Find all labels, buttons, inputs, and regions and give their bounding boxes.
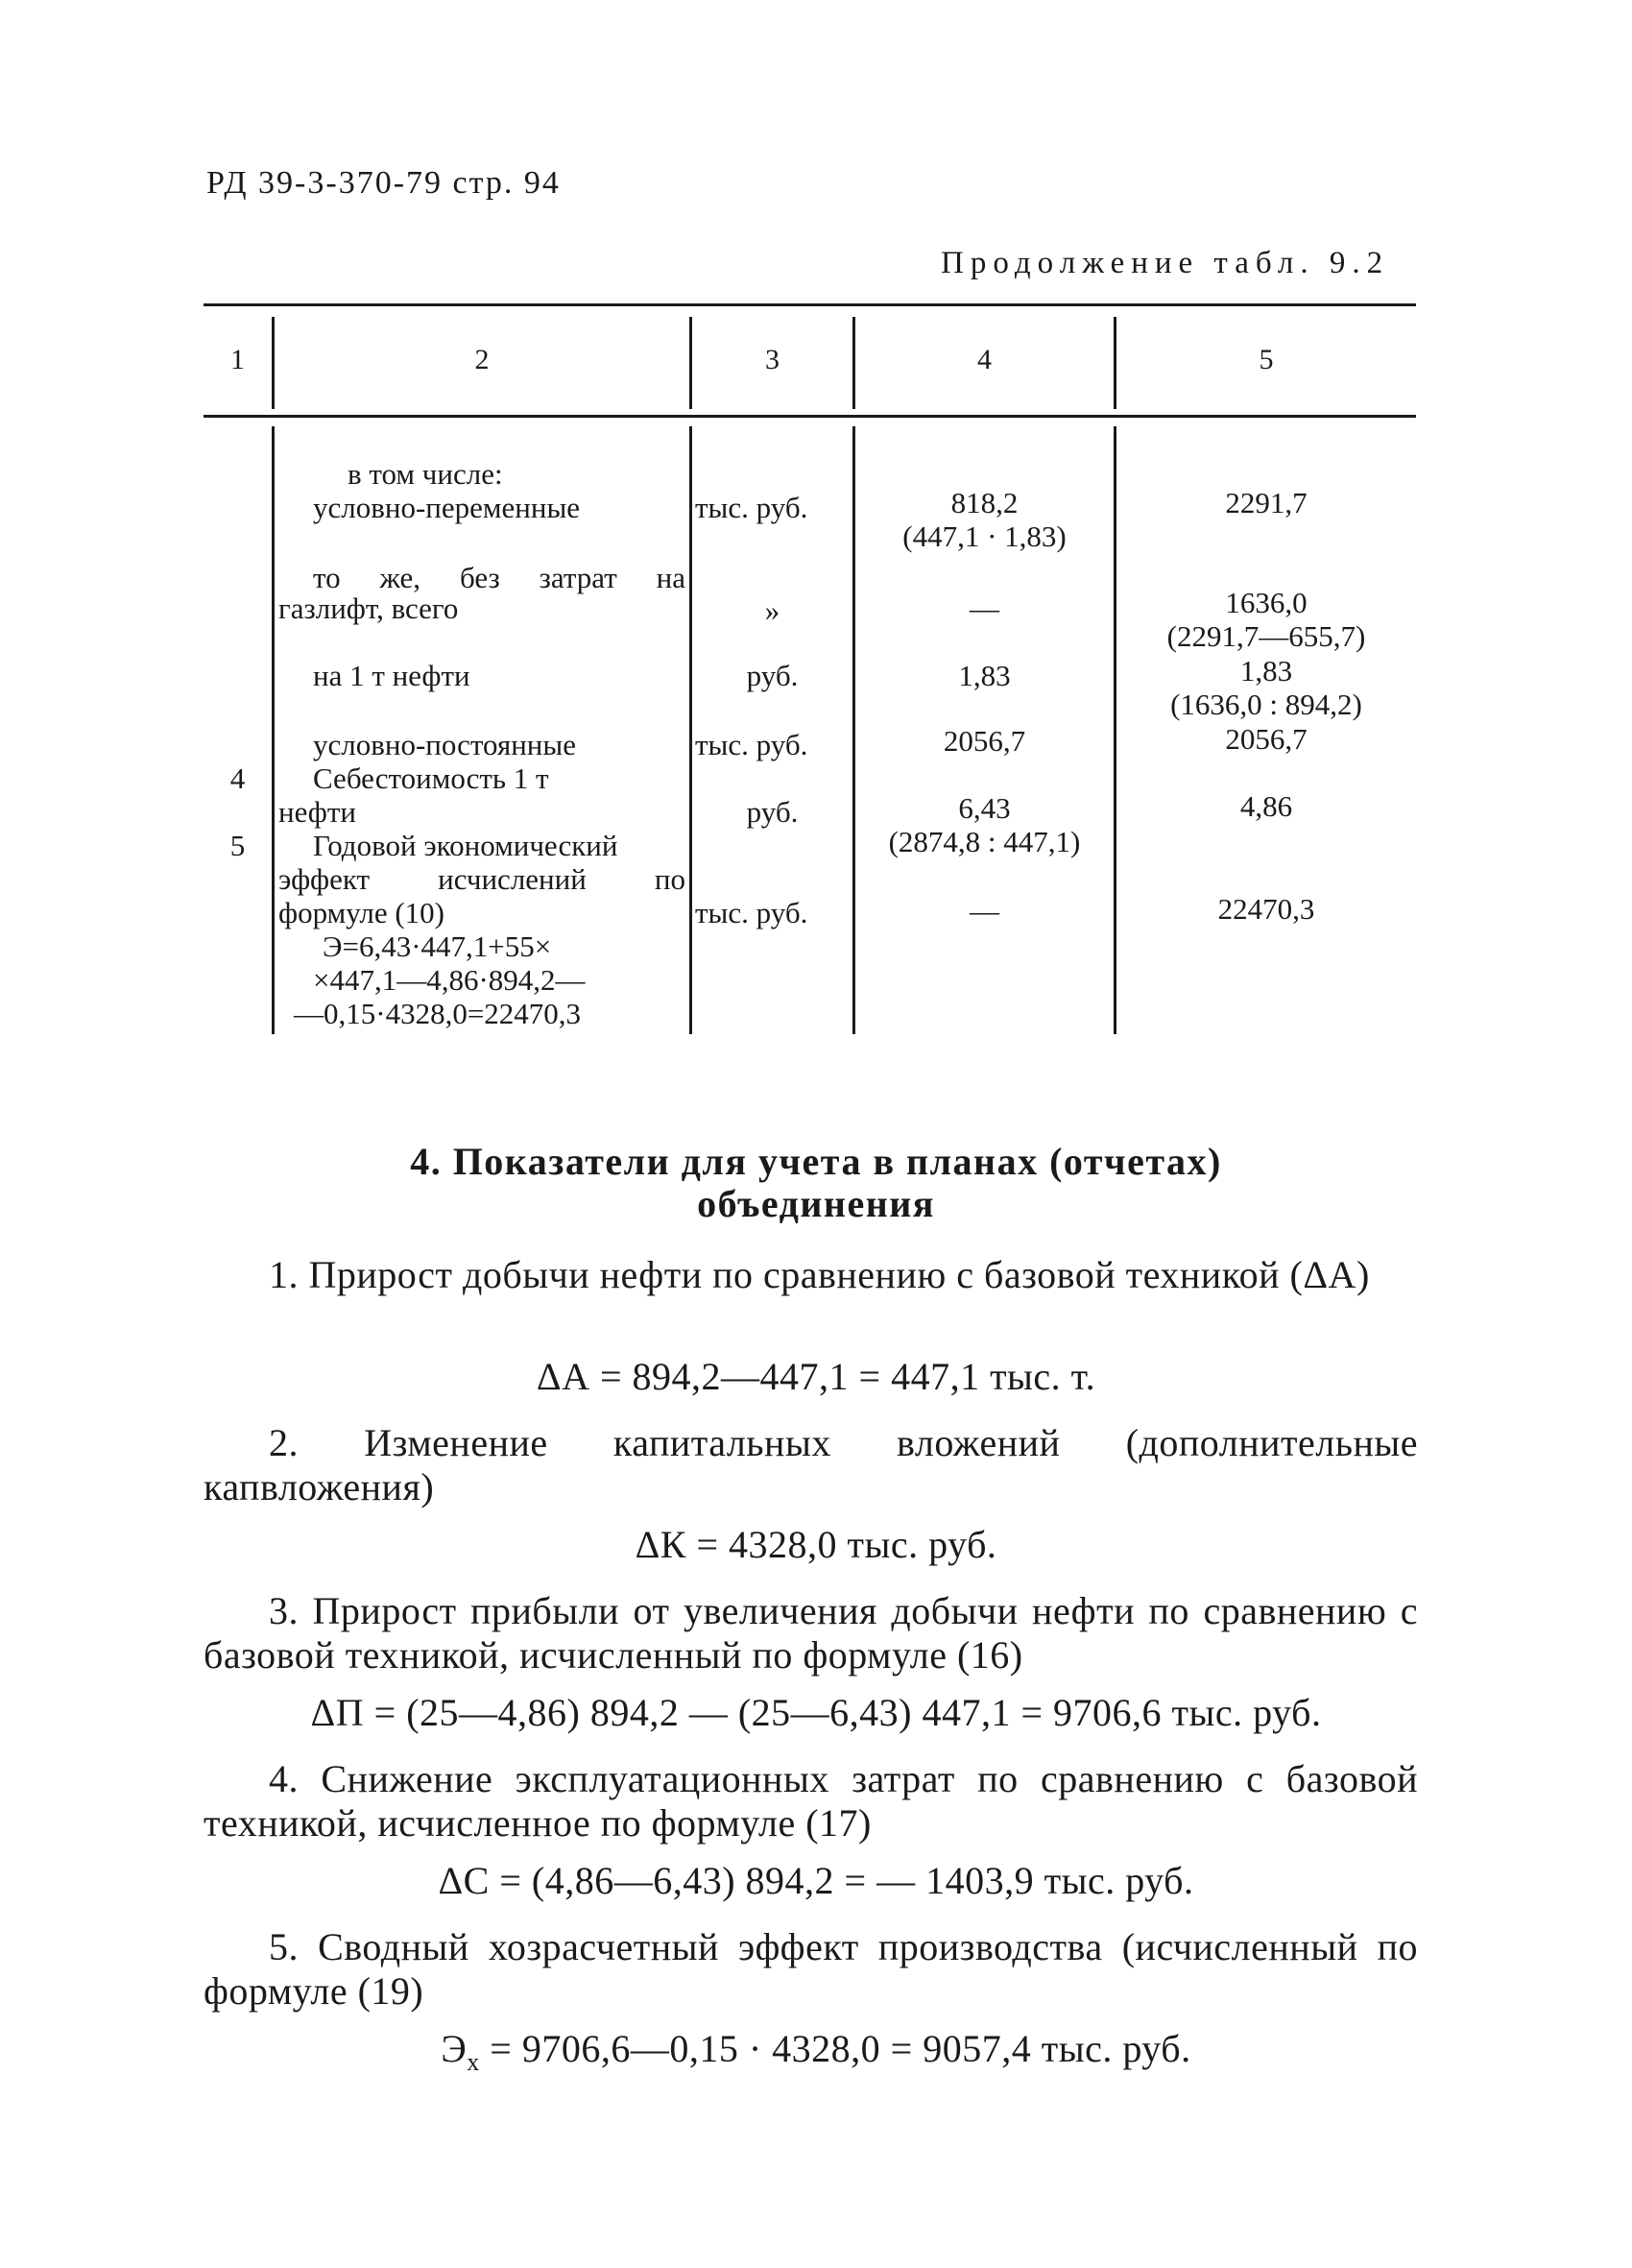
row-5-col5-line-1: 22470,3: [1217, 892, 1315, 926]
row-4-unit: руб.: [746, 795, 799, 829]
item-2-text: 2. Изменение капитальных вложений (дополнительные капвложения): [204, 1421, 1418, 1508]
item-4-formula: ΔС = (4,86—6,43) 894,2 = — 1403,9 тыс. руб.: [438, 1859, 1194, 1902]
row-2-col5-line-2: (1636,0 : 894,2): [1170, 688, 1362, 721]
row-1-col4-line-1: —: [970, 591, 999, 625]
body-divider-1: [272, 426, 275, 1034]
item-5-formula-symbol: Э: [441, 2027, 468, 2070]
row-2-col4-line-1: 1,83: [958, 659, 1011, 692]
section-title-line-1: 4. Показатели для учета в планах (отчетах): [410, 1140, 1222, 1183]
row-0-col4-line-2: (447,1 · 1,83): [902, 519, 1067, 553]
row-1-name-line-1: то же, без затрат на: [313, 561, 685, 594]
row-5-name-line-1: Годовой экономический: [313, 829, 618, 862]
item-3-formula: ΔП = (25—4,86) 894,2 — (25—6,43) 447,1 = 9706,6 тыс. руб.: [310, 1691, 1322, 1734]
table-header-rule: [204, 415, 1416, 418]
row-2-unit: руб.: [746, 659, 799, 692]
row-5-unit: тыс. руб.: [695, 896, 808, 929]
item-2-formula: ΔК = 4328,0 тыс. руб.: [635, 1523, 997, 1566]
row-1-name-line-2: газлифт, всего: [278, 591, 459, 625]
page-header: РД 39-3-370-79 стр. 94: [206, 165, 561, 201]
item-4-text: 4. Снижение эксплуатационных затрат по сравнению с базовой техникой, исчисленное по формуле (17): [204, 1757, 1418, 1845]
col-header-1: 1: [230, 344, 245, 375]
row-5-name-line-2: эффект исчислений по: [278, 862, 685, 896]
row-0-name-line-1: в том числе:: [348, 457, 503, 491]
row-5-num: 5: [229, 829, 246, 862]
row-3-col5-line-1: 2056,7: [1225, 722, 1308, 756]
item-5-formula-rest: = 9706,6—0,15 · 4328,0 = 9057,4 тыс. руб.: [479, 2027, 1191, 2070]
body-divider-2: [689, 426, 692, 1034]
item-1-formula: ΔА = 894,2—447,1 = 447,1 тыс. т.: [536, 1355, 1096, 1398]
row-3-unit: тыс. руб.: [695, 728, 808, 761]
row-4-col5-line-1: 4,86: [1239, 789, 1293, 823]
row-1-unit: »: [764, 593, 780, 627]
row-5-col4-line-1: —: [970, 894, 999, 928]
row-0-unit: тыс. руб.: [695, 491, 808, 524]
row-4-name-line-2: нефти: [278, 795, 356, 829]
row-5-name-line-6: —0,15·4328,0=22470,3: [294, 997, 582, 1030]
row-4-col4-line-1: 6,43: [958, 791, 1011, 825]
row-2-name-line-1: на 1 т нефти: [313, 659, 470, 692]
table-continuation-label: Продолжение табл. 9.2: [941, 246, 1390, 280]
row-5-name-line-3: формуле (10): [278, 896, 444, 929]
row-5-name-line-5: ×447,1—4,86·894,2—: [313, 963, 586, 997]
item-1-text: 1. Прирост добычи нефти по сравнению с базовой техникой (ΔА): [269, 1253, 1370, 1296]
item-5-formula: [0, 2026, 1632, 2077]
table-top-rule: [204, 303, 1416, 306]
section-title-line-2: объединения: [697, 1182, 935, 1225]
row-1-col5-line-1: 1636,0: [1225, 586, 1308, 619]
row-4-name-line-1: Себестоимость 1 т: [313, 761, 549, 795]
row-5-name-line-4: Э=6,43·447,1+55×: [323, 929, 552, 963]
row-0-name-line-2: условно-переменные: [313, 491, 581, 524]
item-5-text: 5. Сводный хозрасчетный эффект производства (исчисленный по формуле (19): [204, 1925, 1418, 2013]
row-3-col4-line-1: 2056,7: [943, 724, 1026, 758]
item-3-text: 3. Прирост прибыли от увеличения добычи нефти по сравнению с базовой техникой, исчисленный по формуле (16): [204, 1589, 1418, 1677]
col-header-5: 5: [1259, 344, 1274, 375]
row-0-col5-line-1: 2291,7: [1225, 486, 1308, 519]
row-2-col5-line-1: 1,83: [1239, 654, 1293, 688]
row-0-col4-line-1: 818,2: [950, 486, 1019, 519]
row-4-col4-line-2: (2874,8 : 447,1): [888, 825, 1081, 858]
row-3-name-line-1: условно-постоянные: [313, 728, 576, 761]
col-header-4: 4: [977, 344, 992, 375]
item-5-formula-subscript: х: [467, 2048, 480, 2076]
row-4-num: 4: [229, 761, 246, 795]
col-header-2: 2: [474, 344, 490, 375]
row-1-col5-line-2: (2291,7—655,7): [1166, 619, 1366, 653]
col-header-3: 3: [765, 344, 780, 375]
